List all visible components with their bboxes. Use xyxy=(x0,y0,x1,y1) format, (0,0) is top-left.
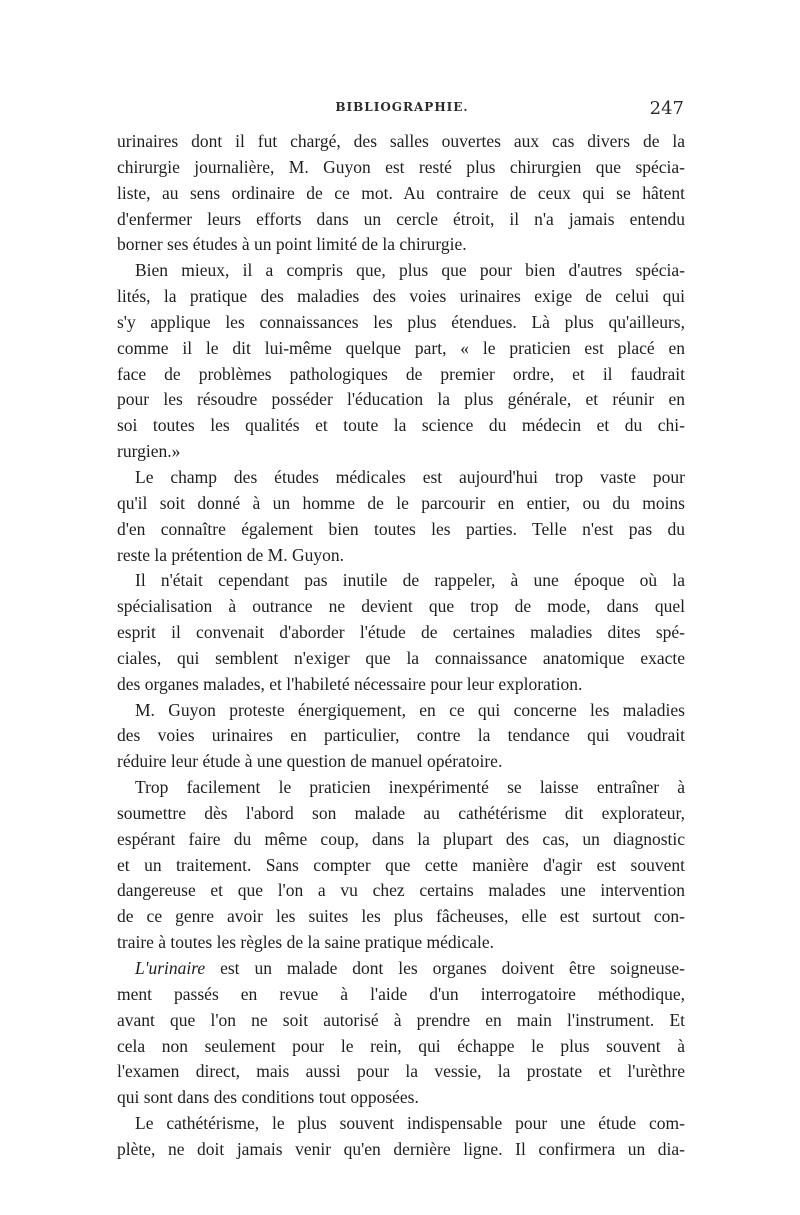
text-line: Trop facilement le praticien inexpérimenté se laisse entraîner à xyxy=(135,777,685,798)
text-line: spécialisation à outrance ne devient que trop de mode, dans quel xyxy=(117,596,685,617)
text-line: reste la prétention de M. Guyon. xyxy=(117,544,344,565)
paragraph xyxy=(117,698,685,776)
text-line: dangereuse et que l'on a vu chez certains malades une intervention xyxy=(117,880,685,901)
text-line: Il n'était cependant pas inutile de rappeler, à une époque où la xyxy=(135,570,685,591)
text-line: M. Guyon proteste énergiquement, en ce qui concerne les maladies xyxy=(135,699,685,720)
text-line: Bien mieux, il a compris que, plus que pour bien d'autres spécia- xyxy=(135,260,685,281)
text-line: ciales, qui semblent n'exiger que la connaissance anatomique exacte xyxy=(117,647,685,668)
text-line: et un traitement. Sans compter que cette manière d'agir est souvent xyxy=(117,854,685,875)
page-number: 247 xyxy=(649,98,684,119)
paragraph xyxy=(117,775,685,956)
running-title: BIBLIOGRAPHIE. xyxy=(335,100,469,114)
text-line: de ce genre avoir les suites les plus fâcheuses, elle est surtout con- xyxy=(117,906,685,927)
text-line: espérant faire du même coup, dans la plupart des cas, un diagnostic xyxy=(117,828,685,849)
body-text xyxy=(117,129,685,1163)
text-line: réduire leur étude à une question de manuel opératoire. xyxy=(117,751,503,772)
paragraph xyxy=(117,1111,685,1163)
text-line: face de problèmes pathologiques de premier ordre, et il faudrait xyxy=(117,363,685,384)
text-line xyxy=(117,956,685,982)
text-line: Le cathétérisme, le plus souvent indispensable pour une étude com- xyxy=(135,1113,685,1134)
paragraph xyxy=(117,956,685,1111)
text-line: s'y applique les connaissances les plus étendues. Là plus qu'ailleurs, xyxy=(117,311,685,332)
text-line: des organes malades, et l'habileté nécessaire pour leur exploration. xyxy=(117,673,583,694)
text-line: esprit il convenait d'aborder l'étude de certaines maladies dites spé- xyxy=(117,622,685,643)
text-line: plète, ne doit jamais venir qu'en dernière ligne. Il confirmera un dia- xyxy=(117,1138,685,1159)
text-line: borner ses études à un point limité de la chirurgie. xyxy=(117,234,467,255)
text-line: urinaires dont il fut chargé, des salles ouvertes aux cas divers de la xyxy=(117,131,685,151)
paragraph xyxy=(117,568,685,697)
text-line: soi toutes les qualités et toute la science du médecin et du chi- xyxy=(117,415,685,436)
text-line: qui sont dans des conditions tout opposées. xyxy=(117,1087,419,1108)
text-line: comme il le dit lui-même quelque part, « le praticien est placé en xyxy=(117,337,685,358)
text-line: liste, au sens ordinaire de ce mot. Au contraire de ceux qui se hâtent xyxy=(117,182,685,203)
text-line: lités, la pratique des maladies des voies urinaires exige de celui qui xyxy=(117,286,685,307)
paragraph xyxy=(117,129,685,258)
text-line: d'enfermer leurs efforts dans un cercle étroit, il n'a jamais entendu xyxy=(117,208,685,229)
page-header xyxy=(118,98,686,124)
text-line: des voies urinaires en particulier, contre la tendance qui voudrait xyxy=(117,725,685,746)
text-line: Le champ des études médicales est aujourd'hui trop vaste pour xyxy=(135,466,685,487)
paragraph xyxy=(117,258,685,465)
text-line: qu'il soit donné à un homme de le parcourir en entier, ou du moins xyxy=(117,492,685,513)
text-line: pour les résoudre posséder l'éducation la plus générale, et réunir en xyxy=(117,389,685,410)
text-line: rurgien.» xyxy=(117,441,181,462)
text-line: cela non seulement pour le rein, qui échappe le plus souvent à xyxy=(117,1035,685,1056)
text-line: soumettre dès l'abord son malade au cathétérisme dit explorateur, xyxy=(117,802,685,823)
italic-term: L'urinaire xyxy=(135,958,206,978)
text-line: chirurgie journalière, M. Guyon est resté plus chirurgien que spécia- xyxy=(117,156,685,177)
text-line: ment passés en revue à l'aide d'un interrogatoire méthodique, xyxy=(117,983,685,1004)
text-line: traire à toutes les règles de la saine pratique médicale. xyxy=(117,932,495,953)
text-line: avant que l'on ne soit autorisé à prendre en main l'instrument. Et xyxy=(117,1009,685,1030)
paragraph xyxy=(117,465,685,568)
text-line: l'examen direct, mais aussi pour la vessie, la prostate et l'urèthre xyxy=(117,1061,685,1082)
text-line: d'en connaître également bien toutes les parties. Telle n'est pas du xyxy=(117,518,685,539)
text-fragment: est un malade dont les organes doivent être soigneuse- xyxy=(205,958,685,978)
